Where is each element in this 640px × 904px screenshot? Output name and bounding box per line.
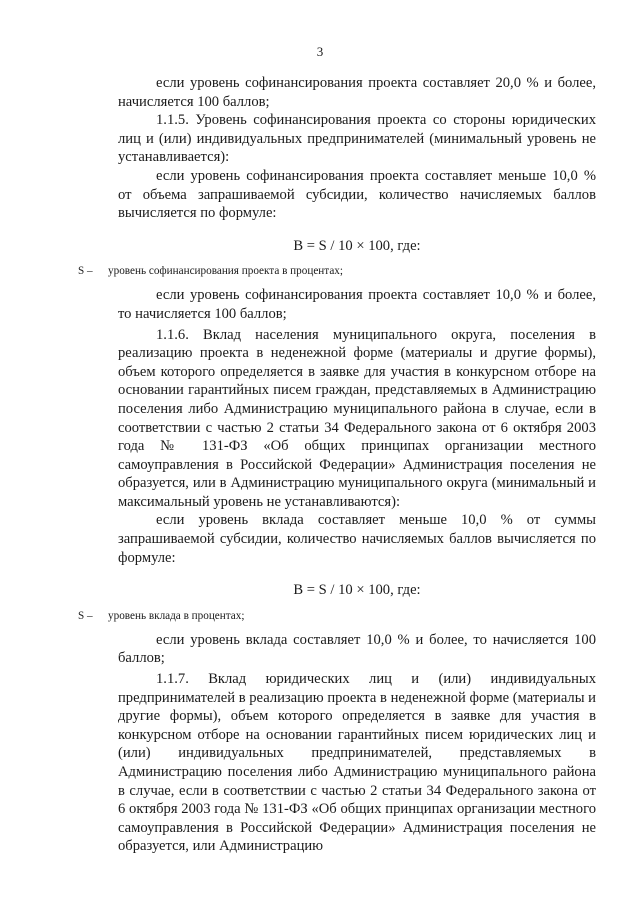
legend-text: уровень вклада в процентах; xyxy=(108,609,245,622)
paragraph-cofinancing-20: если уровень софинансирования проекта составляет 20,0 % и более, начисляется 100 баллов; xyxy=(118,75,596,110)
formula-2: B = S / 10 × 100, где: xyxy=(293,582,421,599)
paragraph-1-1-7: 1.1.7. Вклад юридических лиц и (или) индивидуальных предпринимателей в реализацию проекта в неденежной форме (материалы и другие формы), объем которого определяется в заявке для участия в конкурсном отборе на основании гарантийных писем юридических лиц и (или) индивидуальных предпринимателей, представляемых в Администрацию поселения либо Администрацию муниципального района в случае, если в соответствии с частью 2 статьи 34 Федерального закона от 6 октября 2003 года № 131-ФЗ «Об общих принципах организации местного самоуправления в Российской Федерации» Администрация поселения не образуется, или Администрацию xyxy=(118,671,596,855)
paragraph-cofinancing-less-10: если уровень софинансирования проекта составляет меньше 10,0 % от объема запрашиваемой субсидии, количество начисляемых баллов вычисляется по формуле: xyxy=(118,167,596,222)
paragraph-contribution-10: если уровень вклада составляет 10,0 % и более, то начисляется 100 баллов; xyxy=(118,631,596,667)
legend-text: уровень софинансирования проекта в процентах; xyxy=(108,265,343,278)
formula-1: B = S / 10 × 100, где: xyxy=(293,237,421,254)
page-number: 3 xyxy=(316,44,324,59)
legend-symbol: S – xyxy=(78,265,93,278)
document-body xyxy=(78,74,596,856)
paragraph-1-1-6: 1.1.6. Вклад населения муниципального округа, поселения в реализацию проекта в неденежной форме (материалы и другие формы), объем которого определяется в заявке для участия в конкурсном отборе на основании гарантийных писем граждан, представляемых в Администрацию поселения либо Администрацию муниципального района в случае, если в соответствии с частью 2 статьи 34 Федерального закона от 6 октября 2003 года № 131-ФЗ «Об общих принципах организации местного самоуправления в Российской Федерации» Администрация поселения не образуется, или в Администрацию муниципального округа (минимальный и максимальный уровень не устанавливаются): xyxy=(118,326,596,510)
paragraph-cofinancing-10: если уровень софинансирования проекта составляет 10,0 % и более, то начисляется 100 баллов; xyxy=(118,287,596,322)
paragraph-contribution-less-10: если уровень вклада составляет меньше 10,0 % от суммы запрашиваемой субсидии, количество начисляемых баллов вычисляется по формуле: xyxy=(118,512,596,566)
paragraph-1-1-5: 1.1.5. Уровень софинансирования проекта со стороны юридических лиц и (или) индивидуальных предпринимателей (минимальный уровень не устанавливается): xyxy=(118,112,596,166)
formula-1-legend xyxy=(78,264,596,278)
legend-symbol: S – xyxy=(78,609,93,622)
formula-2-legend xyxy=(78,609,596,623)
